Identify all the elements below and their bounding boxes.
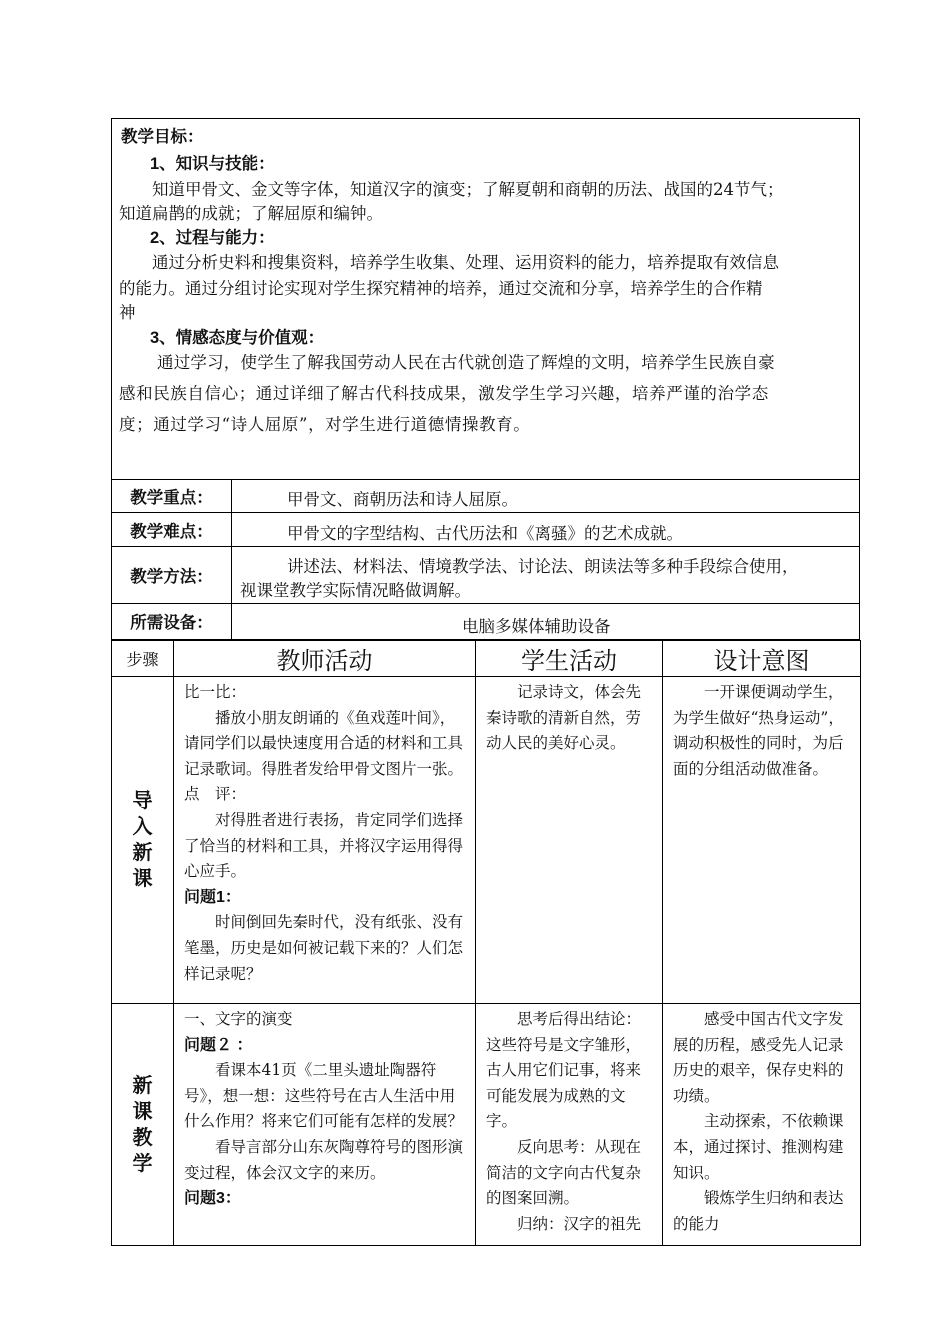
step-char: 入 — [132, 816, 153, 838]
equipment-value: 电脑多媒体辅助设备 — [462, 617, 611, 636]
key-points-label: 教学重点： — [112, 480, 232, 512]
step-cell — [112, 1004, 174, 1246]
design-intent-cell — [663, 677, 861, 1004]
attitude-values-title: 3、情感态度与价值观： — [150, 329, 325, 347]
process-line-2: 的能力。通过分组讨论实现对学生探究精神的培养，通过交流和分享，培养学生的合作精 — [119, 279, 763, 298]
paragraph: 一、文字的演变 — [184, 1010, 293, 1028]
equipment-label: 所需设备： — [112, 604, 232, 639]
paragraph: 归纳：汉字的祖先 — [517, 1214, 642, 1233]
difficulty-row — [111, 513, 860, 547]
step-char: 教 — [132, 1126, 153, 1149]
process-line-1: 通过分析史料和搜集资料，培养学生收集、处理、运用资料的能力，培养提取有效信息 — [152, 253, 779, 272]
header-teacher-activity: 教师活动 — [174, 641, 476, 677]
key-points-value: 甲骨文、商朝历法和诗人屈原。 — [287, 490, 518, 509]
paragraph: 记录诗文，体会先秦诗歌的清新自然，劳动人民的美好心灵。 — [486, 683, 642, 753]
header-design-intent: 设计意图 — [663, 641, 861, 677]
knowledge-line-2: 知道扁鹊的成就；了解屈原和编钟。 — [119, 204, 383, 223]
paragraph: 锻炼学生归纳和表达的能力 — [673, 1189, 844, 1233]
paragraph: 一开课便调动学生，为学生做好“热身运动”，调动积极性的同时，为后面的分组活动做准备。 — [673, 683, 844, 778]
table-header-row — [112, 641, 861, 677]
step-char: 新 — [132, 842, 153, 864]
difficulty-label: 教学难点： — [112, 513, 232, 546]
step-cell — [112, 677, 174, 1004]
paragraph: 看导言部分山东灰陶尊符号的图形演变过程，体会汉文字的来历。 — [184, 1137, 464, 1182]
paragraph: 反向思考：从现在简洁的文字向古代复杂的图案回溯。 — [486, 1137, 642, 1208]
paragraph: 播放小朋友朗诵的《鱼戏莲叶间》，请同学们以最快速度用合适的材料和工具记录歌词。得胜者发给甲骨文图片一张。 — [184, 708, 464, 778]
key-points-cell — [232, 480, 859, 512]
process-ability-title: 2、过程与能力： — [150, 229, 275, 247]
attitude-line-2: 感和民族自信心；通过详细了解古代科技成果，激发学生学习兴趣，培养严谨的治学态 — [119, 384, 769, 403]
teacher-activity-cell — [174, 1004, 476, 1246]
design-intent-cell — [663, 1004, 861, 1246]
lesson-steps-table — [111, 640, 861, 1246]
equipment-row — [111, 604, 860, 640]
table-row — [112, 1004, 861, 1246]
question-title: 问题3： — [184, 1190, 241, 1208]
paragraph: 点 评： — [184, 785, 247, 804]
question-title: 问题２ ： — [184, 1036, 253, 1054]
header-student-activity: 学生活动 — [476, 641, 663, 677]
step-char: 课 — [132, 868, 153, 890]
step-char: 导 — [132, 790, 153, 812]
process-line-3: 神 — [119, 303, 136, 322]
difficulty-cell — [232, 513, 859, 546]
header-step: 步骤 — [112, 641, 174, 677]
objectives-box — [111, 118, 860, 480]
objectives-heading: 教学目标： — [121, 128, 204, 146]
key-points-row — [111, 480, 860, 513]
paragraph: 这些符号是文字雏形，古人用它们记事，将来可能发展为成熟的文字。 — [486, 1035, 642, 1131]
paragraph: 主动探索，不依赖课本，通过探讨、推测构建知识。 — [673, 1112, 844, 1182]
method-cell — [232, 547, 859, 603]
step-char: 课 — [132, 1100, 153, 1123]
paragraph: 比一比： — [184, 683, 247, 701]
step-char: 学 — [132, 1152, 153, 1175]
step-label-intro — [112, 788, 173, 892]
difficulty-value: 甲骨文的字型结构、古代历法和《离骚》的艺术成就。 — [287, 524, 683, 543]
paragraph: 感受中国古代文字发展的历程，感受先人记录历史的艰辛，保存史料的功绩。 — [673, 1010, 844, 1105]
attitude-line-1: 通过学习，使学生了解我国劳动人民在古代就创造了辉煌的文明，培养学生民族自豪 — [157, 353, 775, 372]
attitude-line-3: 度；通过学习“诗人屈原”，对学生进行道德情操教育。 — [119, 415, 531, 434]
knowledge-skills-title: 1、知识与技能： — [150, 155, 275, 173]
step-label-new-lesson — [112, 1073, 173, 1177]
method-row — [111, 547, 860, 604]
teacher-activity-cell — [174, 677, 476, 1004]
question-title: 问题1： — [184, 888, 241, 906]
knowledge-line-1: 知道甲骨文、金文等字体，知道汉字的演变；了解夏朝和商朝的历法、战国的24节气； — [152, 180, 784, 199]
student-activity-cell — [476, 1004, 663, 1246]
paragraph: 时间倒回先秦时代，没有纸张、没有笔墨，历史是如何被记载下来的？人们怎样记录呢？ — [184, 913, 464, 983]
paragraph: 思考后得出结论： — [517, 1010, 642, 1028]
student-activity-cell — [476, 677, 663, 1004]
step-char: 新 — [132, 1074, 153, 1097]
method-line-1: 讲述法、材料法、情境教学法、讨论法、朗读法等多种手段综合使用， — [287, 557, 799, 576]
method-label: 教学方法： — [112, 547, 232, 603]
equipment-cell — [232, 604, 859, 639]
paragraph: 看课本41页《二里头遗址陶器符号》，想一想：这些符号在古人生活中用什么作用？将来它们可能有怎样的发展？ — [184, 1061, 464, 1131]
table-row — [112, 677, 861, 1004]
method-line-2: 视课堂教学实际情况略做调解。 — [240, 581, 471, 600]
paragraph: 对得胜者进行表扬，肯定同学们选择了恰当的材料和工具，并将汉字运用得得心应手。 — [184, 810, 464, 881]
